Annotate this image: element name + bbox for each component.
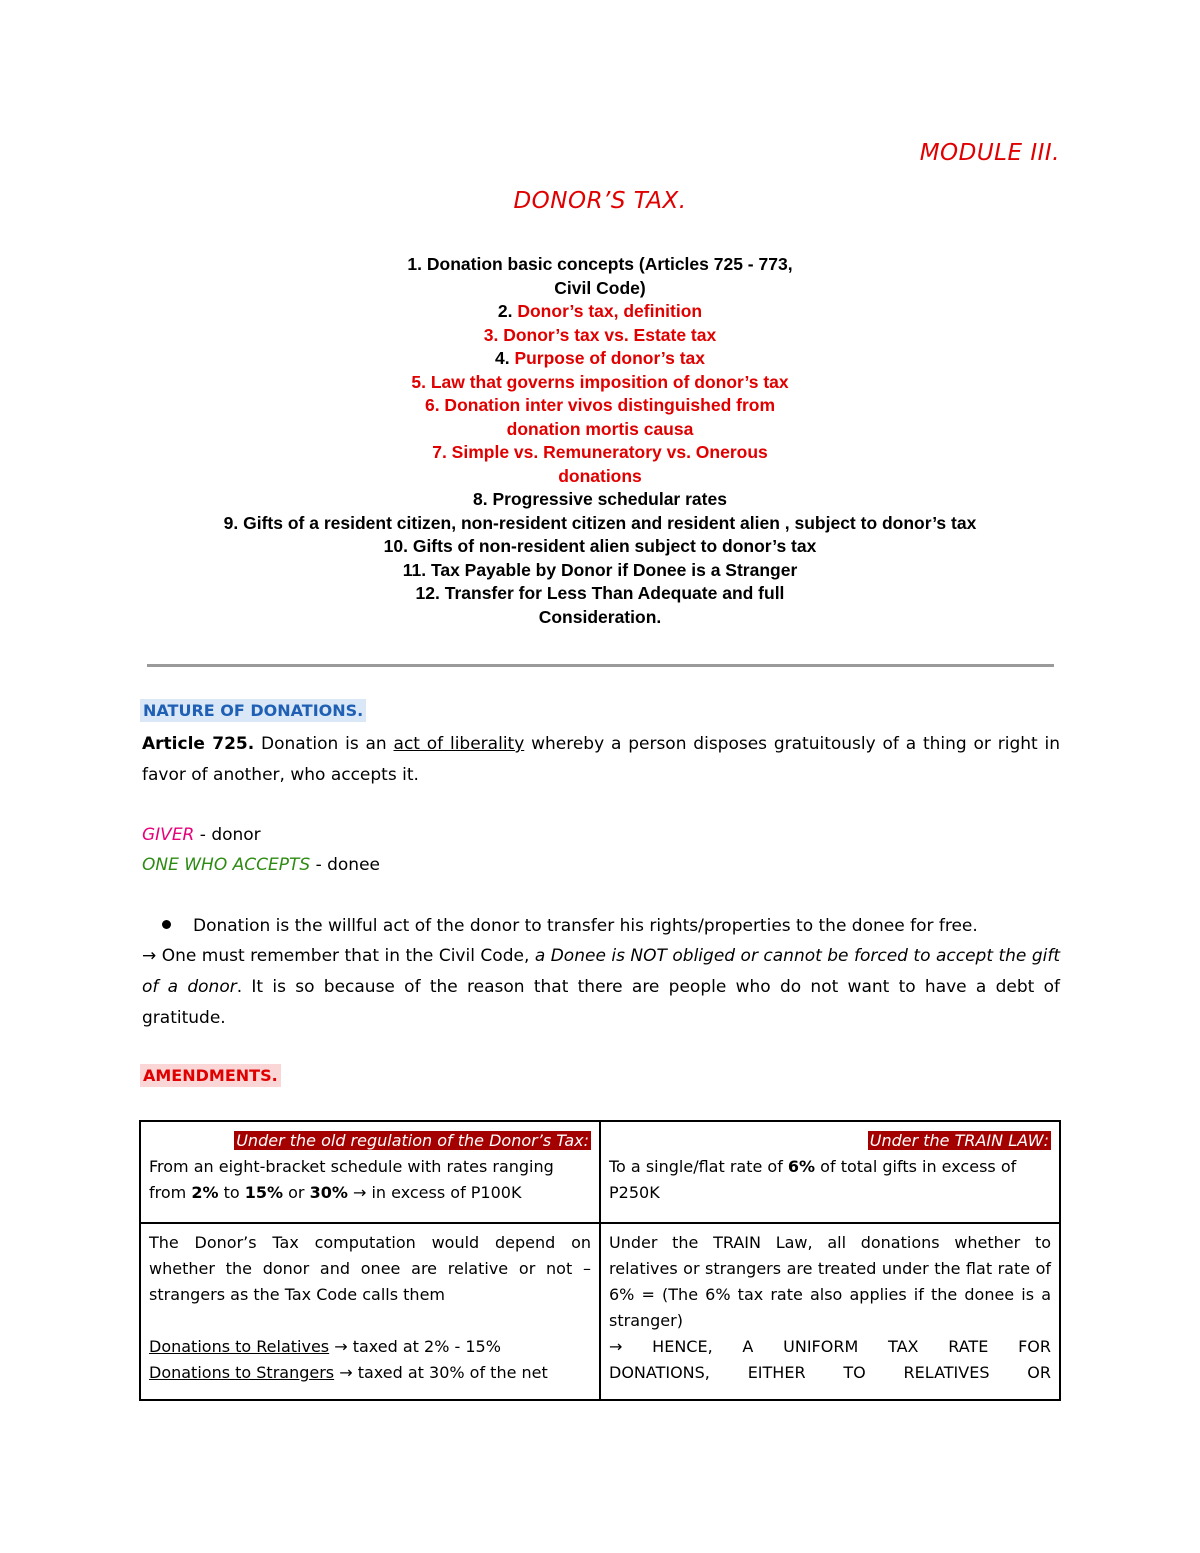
train-rate-description: To a single/flat rate of 6% of total gifts in excess of P250K	[609, 1157, 1017, 1202]
relatives-rate: Donations to Relatives → taxed at 2% - 15%	[149, 1337, 501, 1356]
acceptor-definition: ONE WHO ACCEPTS - donee	[142, 855, 380, 875]
toc-item: Civil Code)	[554, 277, 646, 298]
module-label: MODULE III.	[919, 140, 1060, 166]
horizontal-divider	[147, 664, 1054, 667]
table-cell-train-law	[600, 1121, 1060, 1223]
toc-item: donation mortis causa	[506, 418, 694, 439]
toc-item: Consideration.	[538, 606, 662, 627]
toc-item: 3. Donor’s tax vs. Estate tax	[483, 324, 717, 345]
table-of-contents	[0, 253, 1200, 629]
toc-item: 11. Tax Payable by Donor if Donee is a Stranger	[402, 559, 798, 580]
table-cell-old-computation	[140, 1223, 600, 1400]
toc-item: 2. Donor’s tax, definition	[497, 301, 703, 321]
toc-item: 1. Donation basic concepts (Articles 725 - 773,	[407, 254, 793, 274]
toc-item: 9. Gifts of a resident citizen, non-resident citizen and resident alien , subject to donor’s tax	[223, 512, 977, 533]
toc-item: 12. Transfer for Less Than Adequate and full	[415, 583, 785, 603]
remember-paragraph: → One must remember that in the Civil Code, a Donee is NOT obliged or cannot be forced to accept the gift of a donor. It is so because of the reason that there are people who do not want to have a debt of gratitude.	[142, 946, 1061, 1028]
nature-heading: NATURE OF DONATIONS.	[140, 699, 366, 722]
toc-item: 10. Gifts of non-resident alien subject to donor’s tax	[383, 536, 817, 556]
giver-definition: GIVER - donor	[142, 825, 261, 845]
toc-item: 8. Progressive schedular rates	[473, 489, 727, 509]
toc-item: 4. Purpose of donor’s tax	[494, 348, 706, 368]
old-regulation-header: Under the old regulation of the Donor’s Tax:	[236, 1131, 589, 1150]
train-law-header: Under the TRAIN LAW:	[869, 1131, 1049, 1150]
article-725-paragraph: Article 725. Donation is an act of liberality whereby a person disposes gratuitously of a thing or right in favor of another, who accepts it.	[142, 734, 1060, 785]
amendments-heading: AMENDMENTS.	[140, 1064, 281, 1087]
old-computation-text: The Donor’s Tax computation would depend on whether the donor and onee are relative or not – strangers as the Tax Code calls them	[149, 1233, 591, 1304]
train-last-line: DONATIONS, EITHER TO RELATIVES OR	[609, 1363, 1051, 1382]
train-hence-line: → HENCE, A UNIFORM TAX RATE FOR	[609, 1337, 1051, 1356]
table-row	[140, 1223, 1060, 1400]
toc-item: 7. Simple vs. Remuneratory vs. Onerous	[432, 442, 768, 462]
table-cell-train-computation	[600, 1223, 1060, 1400]
toc-item: 6. Donation inter vivos distinguished from	[424, 395, 776, 415]
page-title: DONOR’S TAX.	[513, 188, 687, 214]
bullet-icon	[162, 920, 171, 929]
bullet-item: Donation is the willful act of the donor to transfer his rights/properties to the donee for free.	[162, 911, 978, 941]
toc-item: donations	[558, 465, 642, 486]
train-computation-text: Under the TRAIN Law, all donations whether to relatives or strangers are treated under the flat rate of 6% = (The 6% tax rate also applies if the donee is a stranger)	[609, 1233, 1051, 1330]
amendments-table	[139, 1120, 1061, 1401]
table-row	[140, 1121, 1060, 1223]
old-rate-description: From an eight-bracket schedule with rates ranging from 2% to 15% or 30% → in excess of P100K	[149, 1157, 554, 1202]
toc-item: 5. Law that governs imposition of donor’s tax	[411, 371, 789, 392]
table-cell-old-regulation	[140, 1121, 600, 1223]
strangers-rate: Donations to Strangers → taxed at 30% of the net	[149, 1363, 548, 1382]
